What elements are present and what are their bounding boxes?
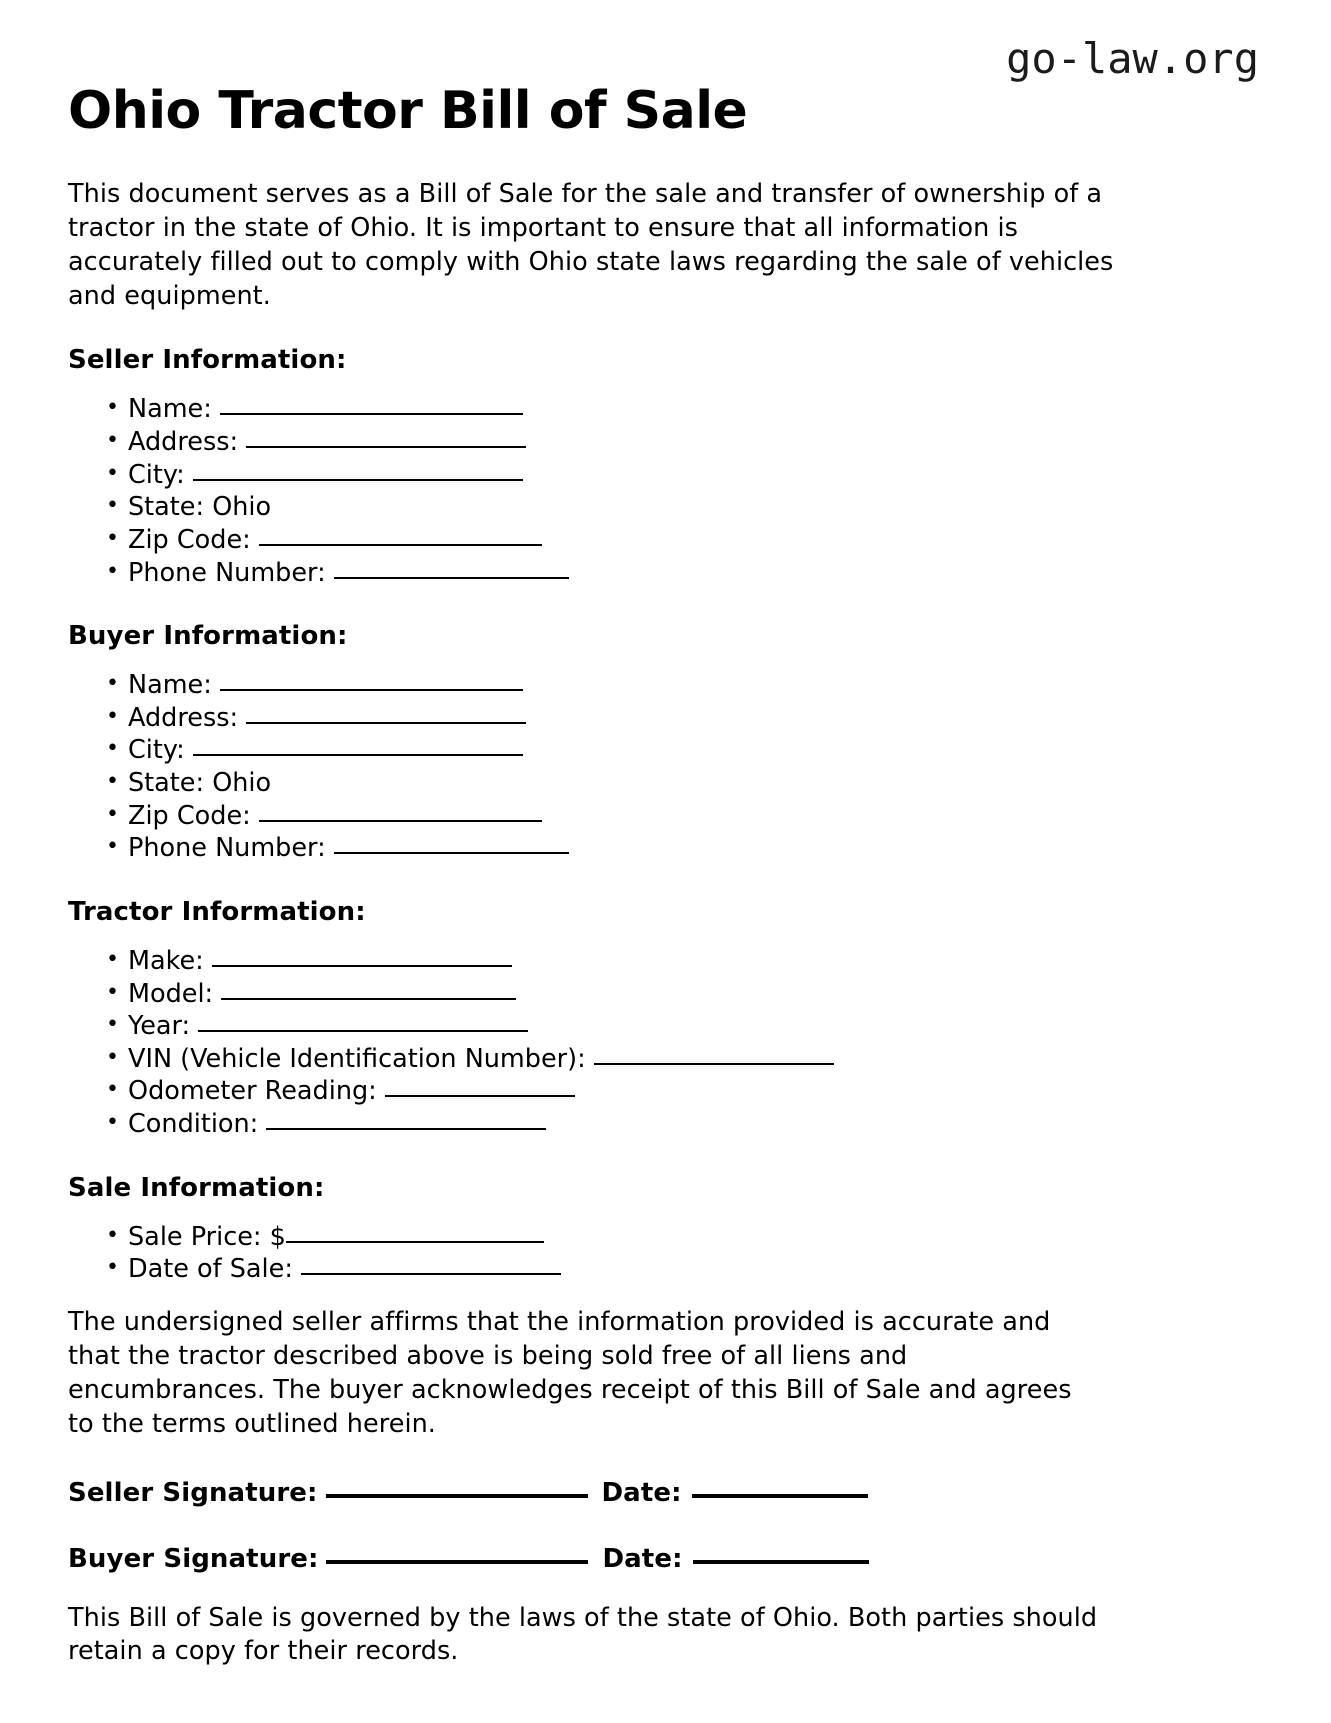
seller-signature-line[interactable]: [326, 1494, 588, 1498]
field-label: VIN (Vehicle Identification Number):: [128, 1043, 586, 1074]
blank-line-sale-price[interactable]: [286, 1241, 544, 1243]
field-seller-address: [68, 426, 1188, 459]
field-seller-state: [68, 491, 1188, 524]
field-buyer-state: [68, 767, 1188, 800]
field-label: Date of Sale:: [128, 1254, 293, 1285]
blank-line-buyer-name[interactable]: [220, 689, 523, 691]
field-buyer-name: [68, 669, 1188, 702]
seller-field-list: [68, 375, 1188, 589]
blank-line-buyer-city[interactable]: [193, 754, 523, 756]
seller-signature-label: Seller Signature:: [68, 1477, 318, 1508]
field-tractor-odometer: [68, 1075, 1188, 1108]
field-label: Sale Price: $: [128, 1221, 286, 1252]
blank-line-buyer-zip[interactable]: [259, 820, 542, 822]
section-heading-tractor: Tractor Information:: [68, 896, 366, 927]
section-heading-sale: Sale Information:: [68, 1172, 325, 1203]
buyer-signature-line[interactable]: [326, 1560, 588, 1564]
blank-line-tractor-year[interactable]: [198, 1030, 528, 1032]
blank-line-tractor-odometer[interactable]: [385, 1095, 575, 1097]
field-label: Phone Number:: [128, 833, 326, 864]
intro-paragraph: This document serves as a Bill of Sale for the sale and transfer of ownership of a tractor in the state of Ohio. It is important to ensure that all information is accurately filled out to comply with Ohio state laws regarding the sale of vehicles and equipment.: [68, 178, 1114, 311]
blank-line-tractor-make[interactable]: [212, 965, 512, 967]
buyer-date-line[interactable]: [693, 1560, 869, 1564]
page-title: Ohio Tractor Bill of Sale: [68, 81, 748, 141]
field-label: Condition:: [128, 1109, 259, 1140]
field-label: Name:: [128, 394, 212, 425]
blank-line-seller-zip[interactable]: [259, 544, 542, 546]
field-value: Ohio: [212, 492, 272, 523]
field-sale-date: [68, 1253, 1188, 1286]
field-tractor-year: [68, 1010, 1188, 1043]
seller-date-line[interactable]: [692, 1494, 868, 1498]
field-seller-name: [68, 393, 1188, 426]
field-buyer-city: [68, 734, 1188, 767]
blank-line-tractor-model[interactable]: [221, 998, 516, 1000]
blank-line-seller-phone[interactable]: [334, 577, 569, 579]
field-value: Ohio: [212, 768, 272, 799]
governing-law-paragraph: This Bill of Sale is governed by the laws of the state of Ohio. Both parties should retain a copy for their records.: [68, 1602, 1098, 1667]
field-label: Name:: [128, 670, 212, 701]
buyer-field-list: [68, 651, 1188, 865]
buyer-date-label: Date:: [602, 1543, 683, 1574]
field-label: City:: [128, 459, 185, 490]
field-buyer-phone: [68, 832, 1188, 865]
blank-line-seller-city[interactable]: [193, 479, 523, 481]
field-label: Phone Number:: [128, 557, 326, 588]
blank-line-sale-date[interactable]: [301, 1273, 561, 1275]
blank-line-tractor-vin[interactable]: [594, 1063, 834, 1065]
tractor-field-list: [68, 927, 1188, 1141]
section-heading-seller: Seller Information:: [68, 345, 347, 376]
field-label: Model:: [128, 978, 214, 1009]
field-seller-city: [68, 459, 1188, 492]
seller-signature-row: [68, 1442, 1188, 1508]
field-label: Make:: [128, 945, 204, 976]
field-label: State:: [128, 768, 205, 799]
field-label: Address:: [128, 702, 239, 733]
field-seller-phone: [68, 557, 1188, 590]
field-buyer-zip: [68, 800, 1188, 833]
blank-line-buyer-address[interactable]: [246, 722, 526, 724]
affirmation-paragraph: The undersigned seller affirms that the information provided is accurate and that the tractor described above is being sold free of all liens and encumbrances. The buyer acknowledges receipt of this Bill of Sale and agrees to the terms outlined herein.: [68, 1306, 1072, 1439]
field-tractor-vin: [68, 1043, 1188, 1076]
field-sale-price: [68, 1221, 1188, 1254]
blank-line-tractor-condition[interactable]: [266, 1128, 546, 1130]
seller-date-label: Date:: [601, 1477, 682, 1508]
blank-line-seller-name[interactable]: [220, 413, 523, 415]
field-label: Address:: [128, 427, 239, 458]
field-seller-zip: [68, 524, 1188, 557]
buyer-signature-label: Buyer Signature:: [68, 1543, 319, 1574]
field-tractor-model: [68, 978, 1188, 1011]
blank-line-buyer-phone[interactable]: [334, 852, 569, 854]
site-brand-logo: go-law.org: [1006, 34, 1259, 83]
sale-field-list: [68, 1203, 1188, 1286]
field-tractor-condition: [68, 1108, 1188, 1141]
field-label: Zip Code:: [128, 524, 251, 555]
field-tractor-make: [68, 945, 1188, 978]
blank-line-seller-address[interactable]: [246, 446, 526, 448]
field-label: State:: [128, 492, 205, 523]
field-label: City:: [128, 735, 185, 766]
field-label: Year:: [128, 1011, 191, 1042]
field-buyer-address: [68, 702, 1188, 735]
field-label: Zip Code:: [128, 800, 251, 831]
buyer-signature-row: [68, 1508, 1188, 1574]
field-label: Odometer Reading:: [128, 1076, 377, 1107]
document-content: [68, 0, 1188, 1669]
section-heading-buyer: Buyer Information:: [68, 621, 348, 652]
